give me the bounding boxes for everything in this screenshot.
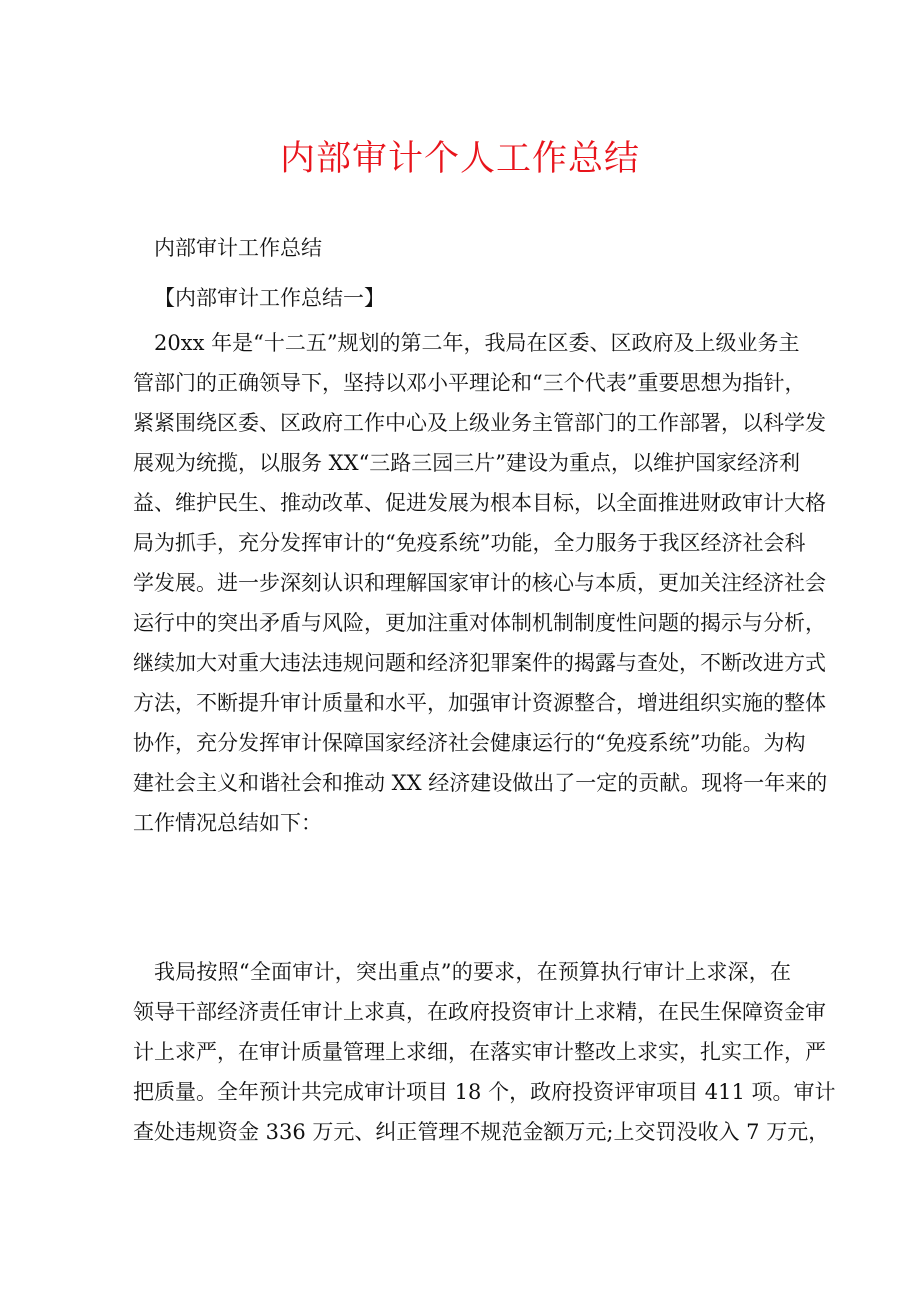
section-heading (133, 278, 791, 318)
paragraph-line: 局为抓手，充分发挥审计的“免疫系统”功能，全力服务于我区经济社会科 (133, 531, 806, 555)
paragraph-line: 方法，不断提升审计质量和水平，加强审计资源整合，增进组织实施的整体 (133, 691, 826, 715)
paragraph-line: 协作，充分发挥审计保障国家经济社会健康运行的“免疫系统”功能。为构 (133, 731, 806, 755)
paragraph-line: 领导干部经济责任审计上求真，在政府投资审计上求精，在民生保障资金审 (133, 1000, 826, 1024)
paragraph-line: 把质量。全年预计共完成审计项目 18 个，政府投资评审项目 411 项。审计 (133, 1080, 836, 1104)
paragraph-line: 运行中的突出矛盾与风险，更加注重对体制机制制度性问题的揭示与分析， (133, 611, 826, 635)
paragraph-line: 益、维护民生、推动改革、促进发展为根本目标，以全面推进财政审计大格 (133, 491, 826, 515)
subtitle-line: 内部审计工作总结 (154, 236, 322, 260)
section-heading-line: 【内部审计工作总结一】 (154, 286, 385, 310)
document-title: 内部审计个人工作总结 (279, 139, 640, 179)
paragraph-line: 我局按照“全面审计，突出重点”的要求，在预算执行审计上求深，在 (154, 960, 791, 984)
paragraph-line: 工作情况总结如下： (133, 811, 322, 835)
paragraph-line: 学发展。进一步深刻认识和理解国家审计的核心与本质，更加关注经济社会 (133, 571, 826, 595)
paragraph-line: 建社会主义和谐社会和推动 XX 经济建设做出了一定的贡献。现将一年来的 (133, 771, 828, 795)
paragraph-line: 管部门的正确领导下，坚持以邓小平理论和“三个代表”重要思想为指针， (133, 371, 806, 395)
paragraph-line: 展观为统揽，以服务 XX“三路三园三片”建设为重点，以维护国家经济利 (133, 451, 801, 475)
document-subtitle (133, 228, 791, 268)
paragraph-1 (133, 323, 828, 843)
paragraph-line: 查处违规资金 336 万元、纠正管理不规范金额万元;上交罚没收入 7 万元， (133, 1120, 830, 1144)
paragraph-line: 20xx 年是“十二五”规划的第二年，我局在区委、区政府及上级业务主 (154, 331, 800, 355)
paragraph-2 (133, 952, 836, 1152)
paragraph-line: 继续加大对重大违法违规问题和经济犯罪案件的揭露与查处，不断改进方式 (133, 651, 826, 675)
paragraph-line: 紧紧围绕区委、区政府工作中心及上级业务主管部门的工作部署，以科学发 (133, 411, 826, 435)
paragraph-line: 计上求严，在审计质量管理上求细，在落实审计整改上求实，扎实工作，严 (133, 1040, 826, 1064)
